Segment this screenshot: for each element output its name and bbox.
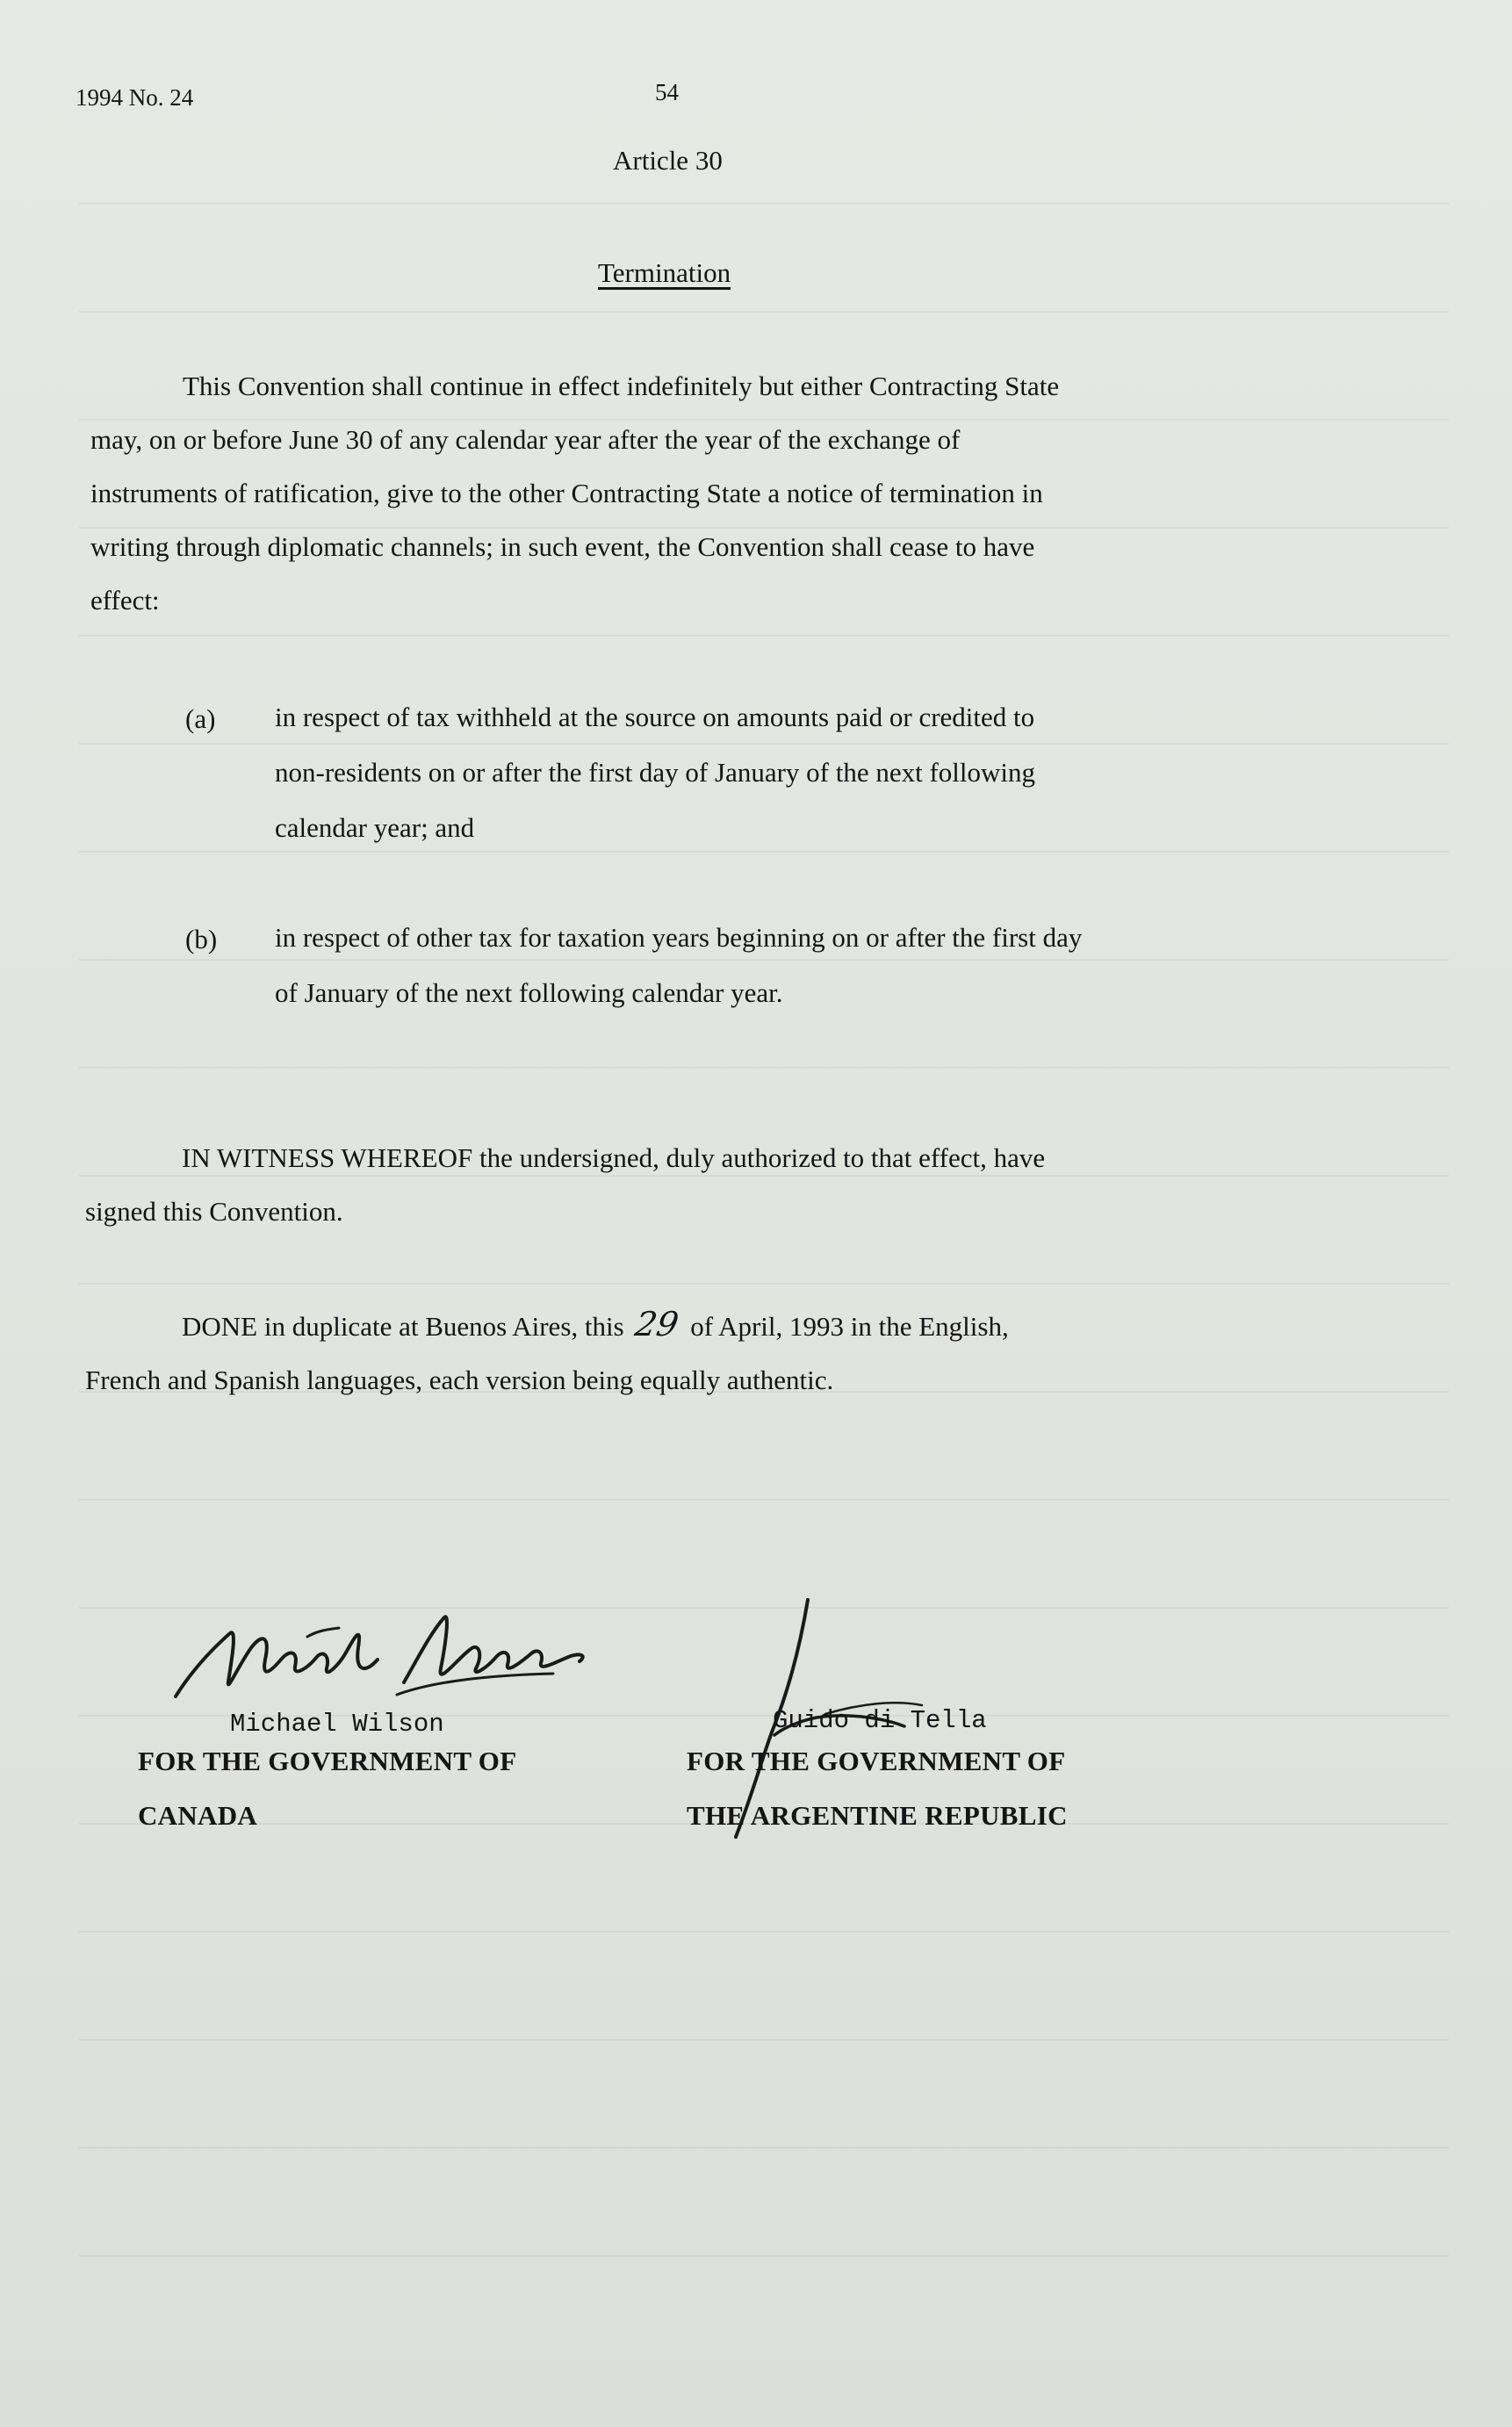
item-line: of January of the next following calendar year. bbox=[275, 977, 783, 1008]
item-label-b: (b) bbox=[185, 924, 218, 954]
typed-name-left: Michael Wilson bbox=[230, 1710, 444, 1739]
article-subtitle: Termination bbox=[598, 257, 731, 288]
signature-michael-wilson bbox=[167, 1598, 623, 1712]
paragraph-line: This Convention shall continue in effect indefinitely but either Contracting State bbox=[183, 371, 1060, 401]
witness-line: signed this Convention. bbox=[85, 1196, 343, 1227]
done-line: French and Spanish languages, each version being equally authentic. bbox=[85, 1365, 834, 1395]
paragraph-line: effect: bbox=[90, 585, 160, 616]
witness-line: IN WITNESS WHEREOF the undersigned, duly authorized to that effect, have bbox=[182, 1142, 1046, 1173]
paragraph-line: may, on or before June 30 of any calendar year after the year of the exchange of bbox=[90, 424, 961, 455]
document-reference: 1994 No. 24 bbox=[76, 84, 194, 111]
gov-line-canada-1: FOR THE GOVERNMENT OF bbox=[138, 1746, 517, 1776]
done-line bbox=[85, 1298, 1009, 1353]
item-text-b bbox=[275, 910, 1241, 1020]
typed-name-right: Guido di Tella bbox=[773, 1706, 987, 1735]
gov-line-canada-2: CANADA bbox=[138, 1800, 258, 1831]
termination-paragraph bbox=[90, 359, 1223, 627]
paragraph-line: writing through diplomatic channels; in such event, the Convention shall cease to have bbox=[90, 531, 1035, 562]
done-text-before: DONE in duplicate at Buenos Aires, this bbox=[182, 1311, 624, 1342]
item-line: calendar year; and bbox=[275, 812, 475, 843]
paragraph-line: instruments of ratification, give to the other Contracting State a notice of termination in bbox=[90, 478, 1043, 508]
item-text-a bbox=[275, 689, 1241, 855]
gov-line-argentina-1: FOR THE GOVERNMENT OF bbox=[687, 1746, 1066, 1776]
gov-line-argentina-2: THE ARGENTINE REPUBLIC bbox=[687, 1800, 1068, 1831]
item-line: in respect of tax withheld at the source on amounts paid or credited to bbox=[275, 702, 1035, 732]
page-number: 54 bbox=[655, 79, 679, 105]
item-line: non-residents on or after the first day of January of the next following bbox=[275, 757, 1036, 788]
item-label-a: (a) bbox=[185, 703, 216, 734]
done-text-after: of April, 1993 in the English, bbox=[690, 1311, 1009, 1342]
item-line: in respect of other tax for taxation years beginning on or after the first day bbox=[275, 922, 1083, 953]
done-paragraph bbox=[85, 1298, 1009, 1407]
handwritten-day: 29 bbox=[632, 1305, 682, 1343]
witness-paragraph bbox=[85, 1131, 1045, 1238]
article-title: Article 30 bbox=[613, 145, 723, 176]
